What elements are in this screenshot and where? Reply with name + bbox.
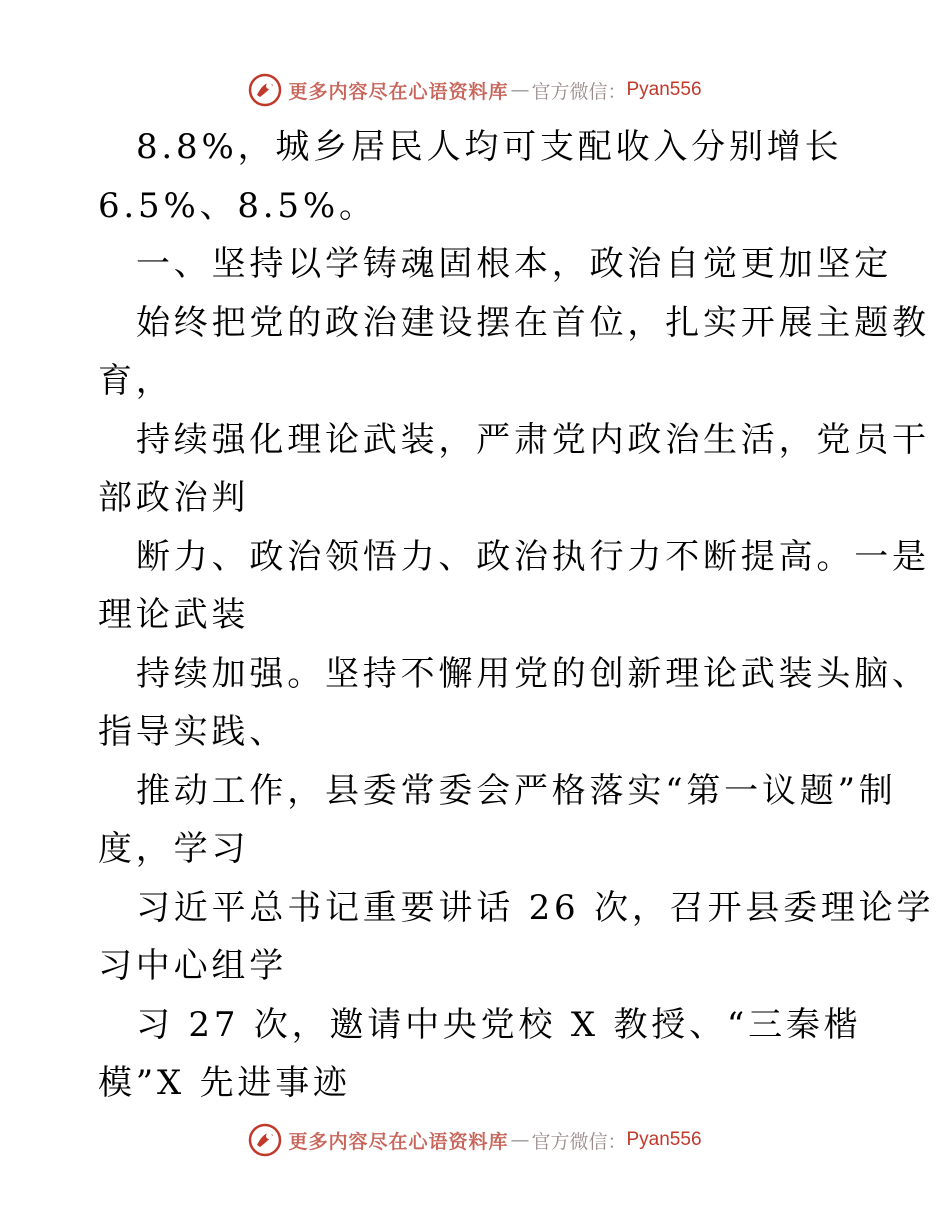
- text-line: 推动工作，县委常委会严格落实“第一议题”制: [136, 770, 897, 811]
- text-line: 育，: [98, 361, 174, 401]
- text-line: 持续强化理论武装，严肃党内政治生活，党员干: [136, 419, 930, 460]
- section-heading: 一、坚持以学铸魂固根本，政治自觉更加坚定: [136, 244, 892, 284]
- footer-banner: [0, 1120, 950, 1160]
- banner-separator: —: [510, 79, 530, 101]
- text-line: 断力、政治领悟力、政治执行力不断提高。一是: [136, 536, 930, 577]
- text-line: 习 27 次，邀请中央党校 X 教授、“三秦楷: [136, 1004, 862, 1045]
- header-banner: [0, 70, 950, 110]
- text-line: 模”X 先进事迹: [98, 1063, 351, 1103]
- flower-logo-icon: [248, 73, 282, 107]
- document-body: [98, 118, 935, 1113]
- banner-brand-text: 更多内容尽在心语资料库: [288, 80, 509, 103]
- text-line: 8.8%，城乡居民人均可支配收入分别增长: [136, 127, 843, 167]
- text-line: 习近平总书记重要讲话 26 次，召开县委理论学: [136, 887, 935, 928]
- text-line: 持续加强。坚持不懈用党的创新理论武装头脑、: [136, 653, 930, 694]
- text-line: 部政治判: [98, 478, 250, 518]
- banner-brand-text: 更多内容尽在心语资料库: [288, 1130, 509, 1153]
- banner-wechat-id: Pyan556: [626, 1129, 702, 1150]
- banner-separator: —: [510, 1129, 530, 1151]
- flower-logo-icon: [248, 1123, 282, 1157]
- banner-official-label: 官方微信：: [531, 80, 627, 103]
- text-line: 指导实践、: [98, 712, 287, 752]
- text-line: 始终把党的政治建设摆在首位，扎实开展主题教: [136, 302, 930, 343]
- text-line: 度，学习: [98, 829, 250, 869]
- banner-official-label: 官方微信：: [531, 1130, 627, 1153]
- text-line: 理论武装: [98, 595, 250, 635]
- text-line: 习中心组学: [98, 946, 287, 986]
- text-line: 6.5%、8.5%。: [98, 185, 377, 226]
- banner-wechat-id: Pyan556: [626, 79, 702, 100]
